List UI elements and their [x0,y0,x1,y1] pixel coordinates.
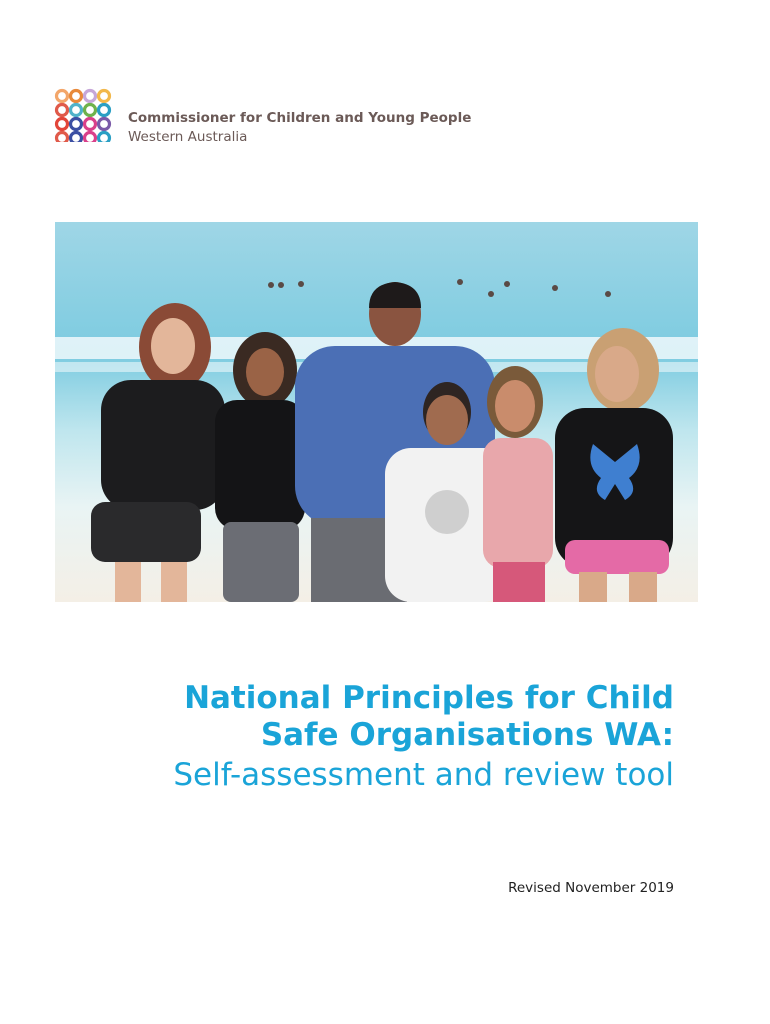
logo-rings-icon [54,88,116,142]
person-figure [483,366,553,602]
cover-photo [55,222,698,602]
organisation-logo [54,86,474,142]
document-title [34,680,674,794]
org-region: Western Australia [128,129,248,142]
revision-date: Revised November 2019 [508,880,674,896]
title-line-1: National Principles for Child [184,680,674,716]
document-subtitle: Self-assessment and review tool [173,757,674,793]
org-name: Commissioner for Children and Young People [128,110,472,126]
title-line-2: Safe Organisations WA: [260,717,674,753]
